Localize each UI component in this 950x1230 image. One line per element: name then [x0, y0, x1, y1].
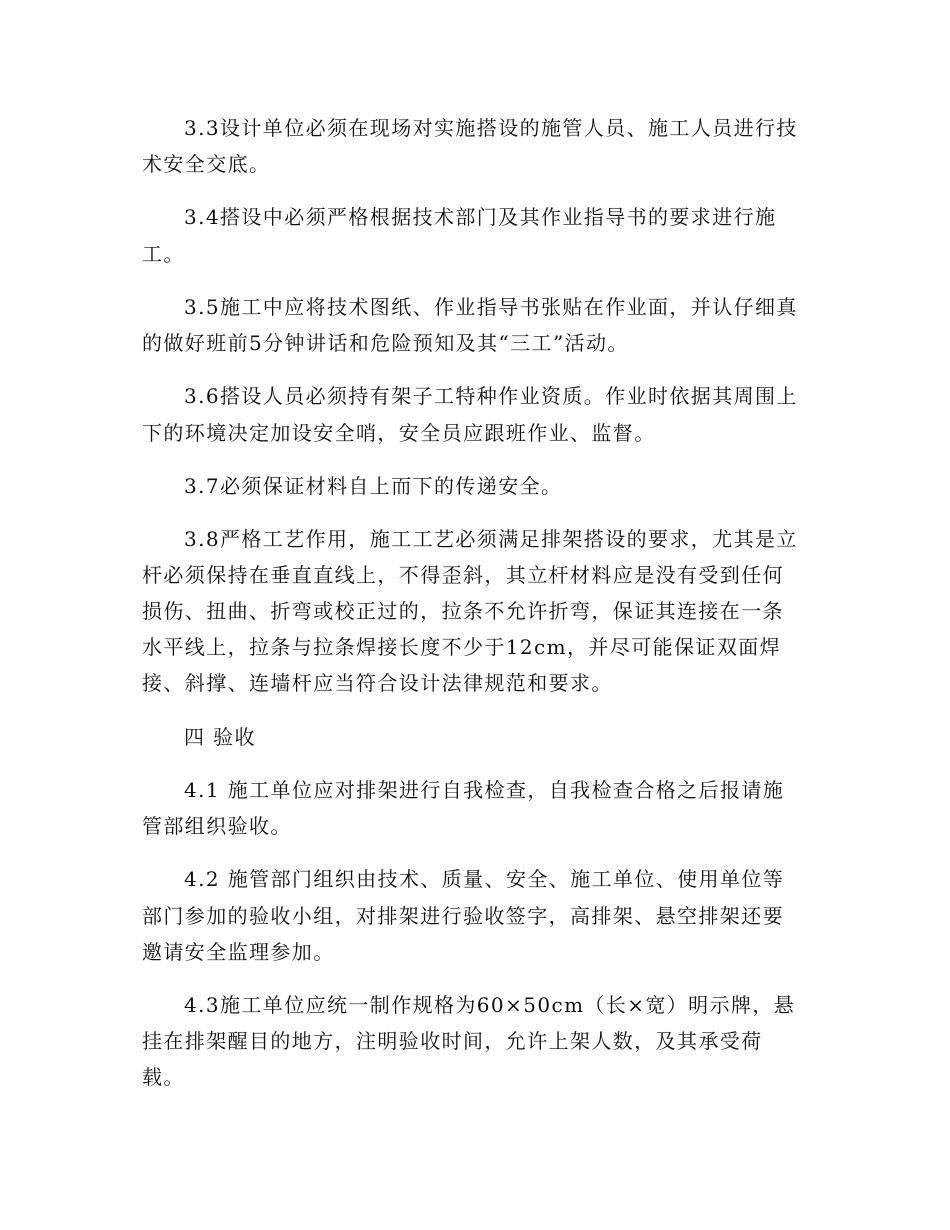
paragraph-4-3-line-2: 挂在排架醒目的地方，注明验收时间，允许上架人数，及其承受荷 — [142, 1029, 763, 1053]
paragraph-3-4-line-2: 工。 — [142, 242, 185, 266]
paragraph-3-6-line-2: 下的环境决定加设安全哨，安全员应跟班作业、监督。 — [142, 421, 656, 445]
paragraph-4-1-line-2: 管部组织验收。 — [142, 814, 292, 838]
paragraph-3-3-line-1: 3.3设计单位必须在现场对实施搭设的施管人员、施工人员进行技 — [184, 116, 798, 140]
paragraph-4-2-line-3: 邀请安全监理参加。 — [142, 940, 335, 964]
paragraph-3-8-line-2: 杆必须保持在垂直直线上，不得歪斜，其立杆材料应是没有受到任何 — [142, 563, 784, 587]
paragraph-3-6-line-1: 3.6搭设人员必须持有架子工特种作业资质。作业时依据其周围上 — [184, 384, 798, 408]
paragraph-3-8-line-4: 水平线上，拉条与拉条焊接长度不少于12cm，并尽可能保证双面焊 — [142, 635, 782, 659]
paragraph-3-8-line-1: 3.8严格工艺作用，施工工艺必须满足排架搭设的要求，尤其是立 — [184, 527, 798, 551]
paragraph-4-3-line-1: 4.3施工单位应统一制作规格为60×50cm（长×宽）明示牌，悬 — [184, 993, 796, 1017]
paragraph-3-5-line-2: 的做好班前5分钟讲话和危险预知及其“三工”活动。 — [142, 331, 629, 355]
paragraph-3-8-line-5: 接、斜撑、连墙杆应当符合设计法律规范和要求。 — [142, 671, 613, 695]
paragraph-4-2-line-2: 部门参加的验收小组，对排架进行验收签字，高排架、悬空排架还要 — [142, 904, 784, 928]
paragraph-3-5-line-1: 3.5施工中应将技术图纸、作业指导书张贴在作业面，并认仔细真 — [184, 295, 798, 319]
paragraph-3-8-line-3: 损伤、扭曲、折弯或校正过的，拉条不允许折弯，保证其连接在一条 — [142, 599, 784, 623]
paragraph-3-3-line-2: 术安全交底。 — [142, 152, 271, 176]
paragraph-3-4-line-1: 3.4搭设中必须严格根据技术部门及其作业指导书的要求进行施 — [184, 205, 777, 229]
paragraph-3-7-line-1: 3.7必须保证材料自上而下的传递安全。 — [184, 474, 563, 498]
paragraph-4-3-line-3: 载。 — [142, 1065, 185, 1089]
paragraph-4-1-line-1: 4.1 施工单位应对排架进行自我检查，自我检查合格之后报请施 — [184, 778, 785, 802]
section-heading-acceptance: 四 验收 — [184, 725, 256, 749]
paragraph-4-2-line-1: 4.2 施管部门组织由技术、质量、安全、施工单位、使用单位等 — [184, 867, 785, 891]
